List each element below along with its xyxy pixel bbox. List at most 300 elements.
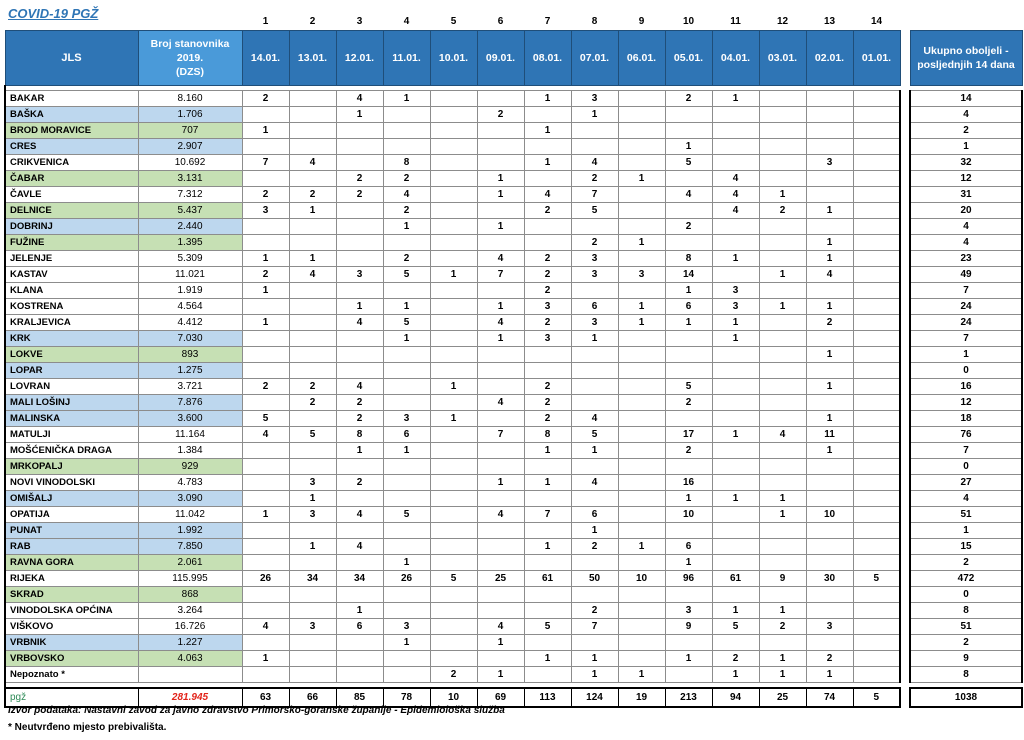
day-value (477, 139, 524, 155)
day-number: 4 (403, 16, 410, 27)
day-value (853, 587, 900, 603)
day-value (242, 539, 289, 555)
spacer-cell (900, 603, 910, 619)
day-value (289, 411, 336, 427)
day-value: 7 (571, 187, 618, 203)
row-total: 2 (910, 635, 1022, 651)
day-value (759, 539, 806, 555)
day-value (665, 331, 712, 347)
table-row (5, 603, 1022, 619)
day-value (289, 555, 336, 571)
day-value (571, 363, 618, 379)
day-value (806, 555, 853, 571)
day-value (665, 347, 712, 363)
population-value: 4.412 (138, 315, 242, 331)
day-value (759, 123, 806, 139)
day-value: 6 (571, 299, 618, 315)
spacer-cell (900, 363, 910, 379)
day-value (712, 267, 759, 283)
spacer-cell (900, 635, 910, 651)
day-value (853, 171, 900, 187)
municipality-name: ČAVLE (5, 187, 138, 203)
day-value: 2 (289, 379, 336, 395)
table-row (5, 235, 1022, 251)
row-total: 4 (910, 491, 1022, 507)
day-value (430, 299, 477, 315)
day-value: 3 (571, 315, 618, 331)
day-value (853, 411, 900, 427)
day-value (618, 347, 665, 363)
day-value: 16 (665, 475, 712, 491)
day-value: 8 (336, 427, 383, 443)
day-value (853, 427, 900, 443)
day-value (524, 171, 571, 187)
day-value (806, 139, 853, 155)
day-value (759, 235, 806, 251)
day-value: 1 (806, 203, 853, 219)
day-value: 4 (336, 379, 383, 395)
day-value (665, 667, 712, 683)
day-value (430, 427, 477, 443)
day-value: 1 (712, 331, 759, 347)
day-value: 1 (665, 315, 712, 331)
day-value (665, 635, 712, 651)
day-value: 2 (524, 395, 571, 411)
population-value: 868 (138, 587, 242, 603)
day-value (759, 411, 806, 427)
header-jls: JLS (5, 31, 138, 86)
spacer-cell (900, 427, 910, 443)
day-value (430, 443, 477, 459)
day-value (712, 123, 759, 139)
spacer-cell (900, 571, 910, 587)
header-total-line2: posljednjih 14 dana (917, 59, 1015, 71)
day-value: 1 (289, 251, 336, 267)
day-value (759, 555, 806, 571)
table-row (5, 411, 1022, 427)
day-value (618, 443, 665, 459)
day-value: 1 (383, 443, 430, 459)
day-value (618, 91, 665, 107)
municipality-name: BAŠKA (5, 107, 138, 123)
day-value (806, 107, 853, 123)
day-value: 4 (571, 475, 618, 491)
row-total: 0 (910, 587, 1022, 603)
day-value: 8 (383, 155, 430, 171)
spacer-cell (138, 14, 242, 31)
municipality-name: JELENJE (5, 251, 138, 267)
day-value (524, 459, 571, 475)
day-value: 3 (289, 507, 336, 523)
spacer-cell (900, 171, 910, 187)
header-date: 06.01. (618, 31, 665, 86)
day-value: 9 (665, 619, 712, 635)
day-value (806, 171, 853, 187)
day-value (477, 555, 524, 571)
day-value: 4 (712, 203, 759, 219)
day-value: 5 (571, 427, 618, 443)
day-value (806, 603, 853, 619)
totals-day-value: 25 (759, 688, 806, 707)
population-value: 3.600 (138, 411, 242, 427)
day-value (430, 475, 477, 491)
day-value (477, 539, 524, 555)
day-value (477, 235, 524, 251)
municipality-name: KRK (5, 331, 138, 347)
day-value (336, 155, 383, 171)
row-total: 51 (910, 619, 1022, 635)
day-value: 3 (383, 411, 430, 427)
day-value: 1 (524, 443, 571, 459)
day-value (712, 219, 759, 235)
municipality-name: RAVNA GORA (5, 555, 138, 571)
day-value (806, 363, 853, 379)
spacer-cell (900, 123, 910, 139)
table-row (5, 539, 1022, 555)
day-value: 2 (336, 187, 383, 203)
day-value: 2 (383, 251, 430, 267)
municipality-name: LOKVE (5, 347, 138, 363)
spacer-cell (900, 315, 910, 331)
day-value (853, 443, 900, 459)
day-value (712, 555, 759, 571)
day-value (853, 475, 900, 491)
day-value (806, 91, 853, 107)
day-value (430, 651, 477, 667)
spacer-cell (900, 491, 910, 507)
day-value: 2 (571, 603, 618, 619)
day-value (477, 491, 524, 507)
day-value: 1 (618, 667, 665, 683)
day-value (383, 459, 430, 475)
day-value: 5 (524, 619, 571, 635)
day-value (806, 459, 853, 475)
day-value (430, 395, 477, 411)
day-value (712, 459, 759, 475)
row-total: 51 (910, 507, 1022, 523)
day-value (336, 235, 383, 251)
day-value (477, 379, 524, 395)
table-row (5, 251, 1022, 267)
day-value: 1 (759, 667, 806, 683)
day-value: 5 (289, 427, 336, 443)
header-total-line1: Ukupno oboljeli - (923, 45, 1009, 57)
municipality-name: LOVRAN (5, 379, 138, 395)
day-value (383, 539, 430, 555)
day-value: 5 (571, 203, 618, 219)
day-value (477, 459, 524, 475)
day-value: 1 (383, 219, 430, 235)
day-value: 4 (477, 315, 524, 331)
table-row (5, 219, 1022, 235)
day-number: 2 (309, 16, 316, 27)
day-value (336, 219, 383, 235)
municipality-name: RAB (5, 539, 138, 555)
day-value (242, 219, 289, 235)
day-value (853, 539, 900, 555)
day-value (430, 347, 477, 363)
day-value: 1 (477, 187, 524, 203)
totals-day-value: 113 (524, 688, 571, 707)
row-total: 23 (910, 251, 1022, 267)
day-value (336, 283, 383, 299)
day-value: 8 (665, 251, 712, 267)
day-value (477, 603, 524, 619)
table-row (5, 555, 1022, 571)
day-value: 1 (524, 651, 571, 667)
table-row (5, 619, 1022, 635)
day-value: 1 (712, 491, 759, 507)
day-value: 30 (806, 571, 853, 587)
day-value (618, 603, 665, 619)
table-row (5, 155, 1022, 171)
day-number: 7 (544, 16, 551, 27)
population-value: 1.227 (138, 635, 242, 651)
day-value (759, 587, 806, 603)
day-value: 1 (806, 443, 853, 459)
day-value (665, 171, 712, 187)
day-value: 2 (524, 283, 571, 299)
day-value (759, 283, 806, 299)
day-value: 2 (430, 667, 477, 683)
population-value: 10.692 (138, 155, 242, 171)
day-value: 4 (477, 251, 524, 267)
municipality-name: CRIKVENICA (5, 155, 138, 171)
day-value (618, 251, 665, 267)
day-value (853, 139, 900, 155)
day-number: 14 (870, 16, 883, 27)
covid-table-container (4, 14, 1023, 708)
spacer-cell (900, 203, 910, 219)
day-value (242, 459, 289, 475)
header-date: 11.01. (383, 31, 430, 86)
row-total: 15 (910, 539, 1022, 555)
day-value (430, 107, 477, 123)
day-value: 5 (383, 507, 430, 523)
day-value: 2 (665, 395, 712, 411)
population-value: 11.042 (138, 507, 242, 523)
spacer-cell (900, 251, 910, 267)
table-row (5, 427, 1022, 443)
day-value (712, 635, 759, 651)
day-value (571, 139, 618, 155)
day-value (524, 587, 571, 603)
day-value (242, 363, 289, 379)
day-value (242, 491, 289, 507)
day-value (759, 347, 806, 363)
day-value (571, 491, 618, 507)
population-value: 3.721 (138, 379, 242, 395)
day-value (665, 411, 712, 427)
day-value (853, 395, 900, 411)
day-value (430, 235, 477, 251)
day-value (618, 619, 665, 635)
day-value: 7 (571, 619, 618, 635)
totals-day-value: 5 (853, 688, 900, 707)
spacer-cell (900, 688, 910, 707)
day-value: 1 (383, 299, 430, 315)
day-value (383, 523, 430, 539)
day-value (430, 155, 477, 171)
day-value (712, 507, 759, 523)
day-value (759, 251, 806, 267)
day-value (665, 203, 712, 219)
row-total: 8 (910, 603, 1022, 619)
day-value (289, 299, 336, 315)
day-value (571, 459, 618, 475)
day-value (242, 523, 289, 539)
day-value (383, 347, 430, 363)
day-value: 1 (242, 251, 289, 267)
day-value: 1 (759, 491, 806, 507)
day-value (853, 651, 900, 667)
day-value: 2 (524, 411, 571, 427)
population-value: 7.876 (138, 395, 242, 411)
day-value (430, 171, 477, 187)
day-value (571, 283, 618, 299)
population-value: 1.384 (138, 443, 242, 459)
day-value (242, 475, 289, 491)
spacer-cell (900, 619, 910, 635)
day-value (618, 395, 665, 411)
day-value: 3 (712, 283, 759, 299)
row-total: 7 (910, 283, 1022, 299)
day-value (806, 187, 853, 203)
day-value: 61 (712, 571, 759, 587)
day-value: 2 (336, 171, 383, 187)
day-value (618, 331, 665, 347)
day-value (289, 459, 336, 475)
day-value: 4 (336, 315, 383, 331)
municipality-name: PUNAT (5, 523, 138, 539)
spacer-cell (900, 155, 910, 171)
day-value (477, 283, 524, 299)
day-value (336, 523, 383, 539)
day-value: 1 (571, 331, 618, 347)
day-value: 2 (242, 91, 289, 107)
day-value: 11 (806, 427, 853, 443)
day-value (853, 91, 900, 107)
day-value (336, 635, 383, 651)
day-value (477, 155, 524, 171)
table-row (5, 299, 1022, 315)
day-value (806, 331, 853, 347)
day-value: 3 (806, 155, 853, 171)
day-value: 1 (665, 651, 712, 667)
population-value: 5.309 (138, 251, 242, 267)
day-value: 1 (665, 555, 712, 571)
municipality-name: KLANA (5, 283, 138, 299)
population-value: 3.131 (138, 171, 242, 187)
totals-day-value: 63 (242, 688, 289, 707)
day-value (618, 379, 665, 395)
municipality-name: KASTAV (5, 267, 138, 283)
day-value (853, 635, 900, 651)
day-value: 2 (712, 651, 759, 667)
day-value (289, 171, 336, 187)
day-value (289, 331, 336, 347)
day-value (336, 667, 383, 683)
day-number: 6 (497, 16, 504, 27)
day-value (712, 475, 759, 491)
day-value (853, 619, 900, 635)
day-value (242, 603, 289, 619)
day-value (853, 251, 900, 267)
table-row (5, 187, 1022, 203)
day-value (853, 203, 900, 219)
totals-day-value: 19 (618, 688, 665, 707)
day-value (289, 219, 336, 235)
table-row (5, 379, 1022, 395)
day-value (618, 651, 665, 667)
municipality-name: ČABAR (5, 171, 138, 187)
municipality-name: VRBOVSKO (5, 651, 138, 667)
day-value (759, 523, 806, 539)
day-value: 4 (477, 619, 524, 635)
totals-day-value: 74 (806, 688, 853, 707)
row-total: 27 (910, 475, 1022, 491)
day-value (618, 363, 665, 379)
day-value: 6 (665, 299, 712, 315)
day-value: 3 (712, 299, 759, 315)
day-value (242, 443, 289, 459)
day-value (806, 123, 853, 139)
day-value (759, 363, 806, 379)
day-value (618, 123, 665, 139)
totals-day-value: 78 (383, 688, 430, 707)
day-value: 6 (336, 619, 383, 635)
day-value (524, 523, 571, 539)
grand-total: 1038 (910, 688, 1022, 707)
day-value: 2 (665, 443, 712, 459)
day-value (618, 555, 665, 571)
day-value: 1 (806, 667, 853, 683)
table-row (5, 363, 1022, 379)
spacer-cell (910, 14, 1022, 31)
spacer-cell (900, 267, 910, 283)
population-value: 3.264 (138, 603, 242, 619)
day-value: 17 (665, 427, 712, 443)
spacer-cell (900, 379, 910, 395)
day-value: 4 (383, 187, 430, 203)
day-value: 1 (477, 171, 524, 187)
table-row (5, 123, 1022, 139)
day-value (242, 395, 289, 411)
municipality-name: CRES (5, 139, 138, 155)
population-value: 4.063 (138, 651, 242, 667)
day-value: 1 (524, 155, 571, 171)
table-row (5, 171, 1022, 187)
day-value (712, 587, 759, 603)
day-value (712, 411, 759, 427)
row-total: 8 (910, 667, 1022, 683)
day-value (524, 603, 571, 619)
day-value (759, 443, 806, 459)
row-total: 20 (910, 203, 1022, 219)
day-value (806, 539, 853, 555)
day-value (336, 251, 383, 267)
spacer-cell (900, 555, 910, 571)
day-value: 2 (336, 475, 383, 491)
day-value (759, 107, 806, 123)
municipality-name: MALINSKA (5, 411, 138, 427)
day-value (853, 235, 900, 251)
day-value (618, 475, 665, 491)
day-number: 1 (262, 16, 269, 27)
municipality-name: MOŠĆENIČKA DRAGA (5, 443, 138, 459)
day-value (430, 491, 477, 507)
day-value (618, 139, 665, 155)
